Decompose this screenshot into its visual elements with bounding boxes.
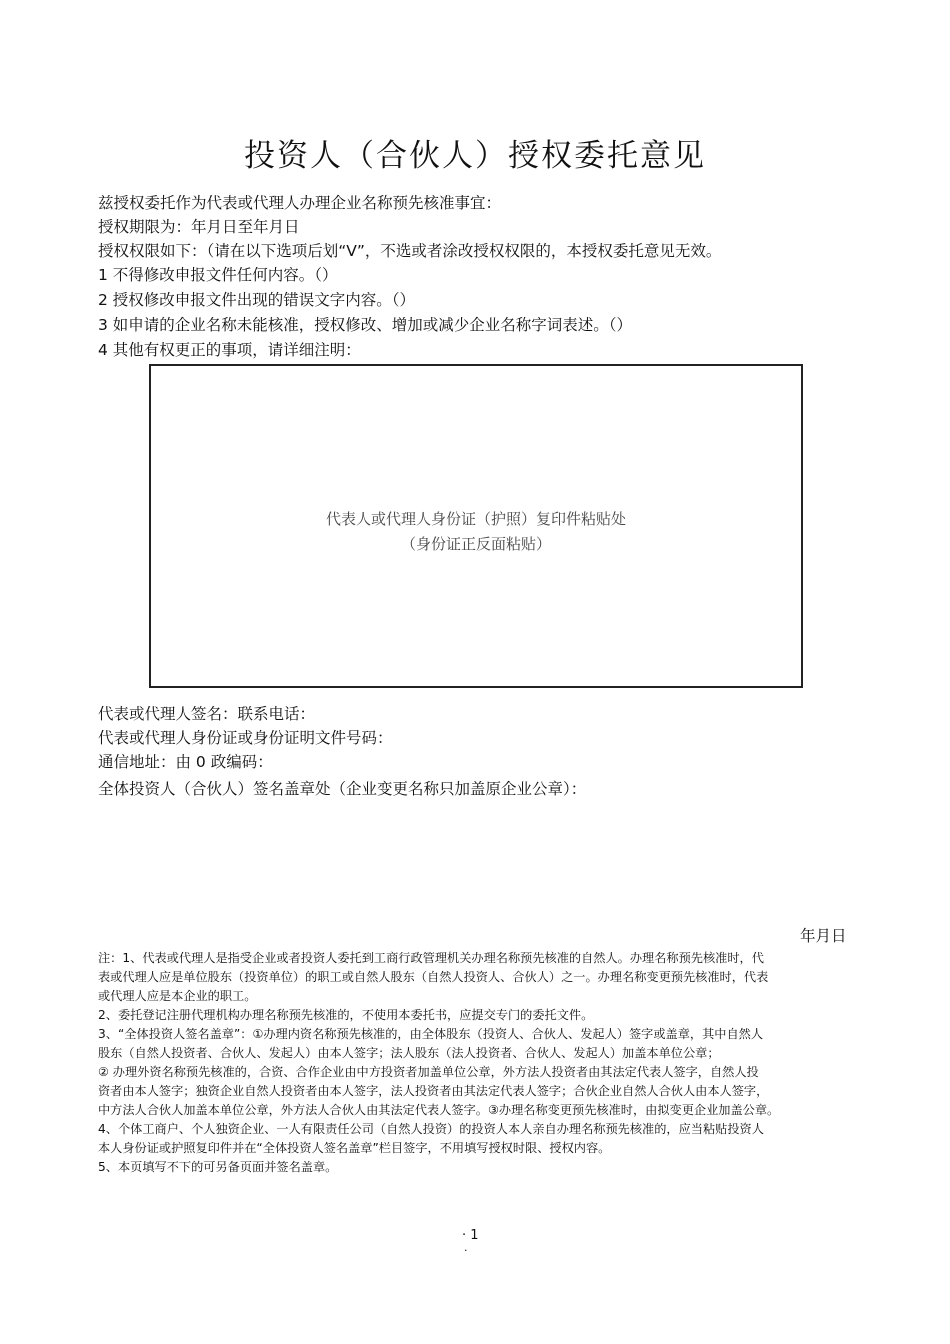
option-item-2: 2 授权修改申报文件出现的错误文字内容。（）: [98, 291, 416, 309]
signature-phone-line: 代表或代理人签名：联系电话：: [98, 705, 316, 723]
note-line: 资者由本人签字；独资企业自然人投资者由本人签字，法人投资者由其法定代表人签字；合伙企业自然人合伙人由本人签字，: [98, 1084, 769, 1098]
note-line: ② 办理外资名称预先核准的，合资、合作企业由中方投资者加盖单位公章，外方法人投资者由其法定代表人签字，自然人投: [98, 1065, 759, 1079]
address-postcode-line: 通信地址：由 0 政编码：: [98, 753, 273, 771]
id-copy-paste-sublabel: （身份证正反面粘贴）: [400, 535, 551, 553]
option-item-3: 3 如申请的企业名称未能核准，授权修改、增加或减少企业名称字词表述。（）: [98, 316, 633, 334]
intro-line-period: 授权期限为：年月日至年月日: [98, 218, 300, 236]
intro-line-delegation: 兹授权委托作为代表或代理人办理企业名称预先核准事宜：: [98, 194, 502, 212]
page-title: 投资人（合伙人）授权委托意见: [244, 138, 706, 174]
note-line: 3、“全体投资人签名盖章”：①办理内资名称预先核准的，由全体股东（投资人、合伙人、发起人）签字或盖章，其中自然人: [98, 1027, 764, 1041]
id-number-line: 代表或代理人身份证或身份证明文件号码：: [98, 729, 393, 747]
note-line: 4、个体工商户、个人独资企业、一人有限责任公司（自然人投资）的投资人本人亲自办理名称预先核准的，应当粘贴投资人: [98, 1122, 764, 1136]
note-line: 表或代理人应是单位股东（投资单位）的职工或自然人股东（自然人投资人、合伙人）之一。办理名称变更预先核准时，代表: [98, 970, 769, 984]
note-line: 本人身份证或护照复印件并在“全体投资人签名盖章”栏目签字，不用填写授权时限、授权内容。: [98, 1141, 611, 1155]
note-line: 股东（自然人投资者、合伙人、发起人）由本人签字；法人股东（法人投资者、合伙人、发起人）加盖本单位公章；: [98, 1046, 720, 1060]
id-copy-paste-box: [149, 364, 803, 688]
option-item-1: 1 不得修改申报文件任何内容。（）: [98, 266, 338, 284]
note-line: 5、本页填写不下的可另备页面并签名盖章。: [98, 1160, 338, 1174]
note-line: 注：1、代表或代理人是指受企业或者投资人委托到工商行政管理机关办理名称预先核准的自然人。办理名称预先核准时，代: [98, 951, 764, 965]
page-number: · 1: [462, 1228, 479, 1243]
intro-line-scope: 授权权限如下：（请在以下选项后划“V”，不选或者涂改授权权限的，本授权委托意见无效。: [98, 242, 722, 260]
note-line: 2、委托登记注册代理机构办理名称预先核准的，不使用本委托书，应提交专门的委托文件。: [98, 1008, 594, 1022]
notes-section: [98, 949, 858, 1177]
investors-seal-line: 全体投资人（合伙人）签名盖章处（企业变更名称只加盖原企业公章）：: [98, 780, 587, 798]
date-label: 年月日: [800, 927, 847, 945]
id-copy-paste-label: 代表人或代理人身份证（护照）复印件粘贴处: [325, 510, 626, 528]
option-item-4: 4 其他有权更正的事项，请详细注明：: [98, 341, 361, 359]
note-line: 或代理人应是本企业的职工。: [98, 989, 257, 1003]
note-line: 中方法人合伙人加盖本单位公章，外方法人合伙人由其法定代表人签字。③办理名称变更预先核准时，由拟变更企业加盖公章。: [98, 1103, 780, 1117]
footer-dot: ·: [464, 1244, 468, 1257]
